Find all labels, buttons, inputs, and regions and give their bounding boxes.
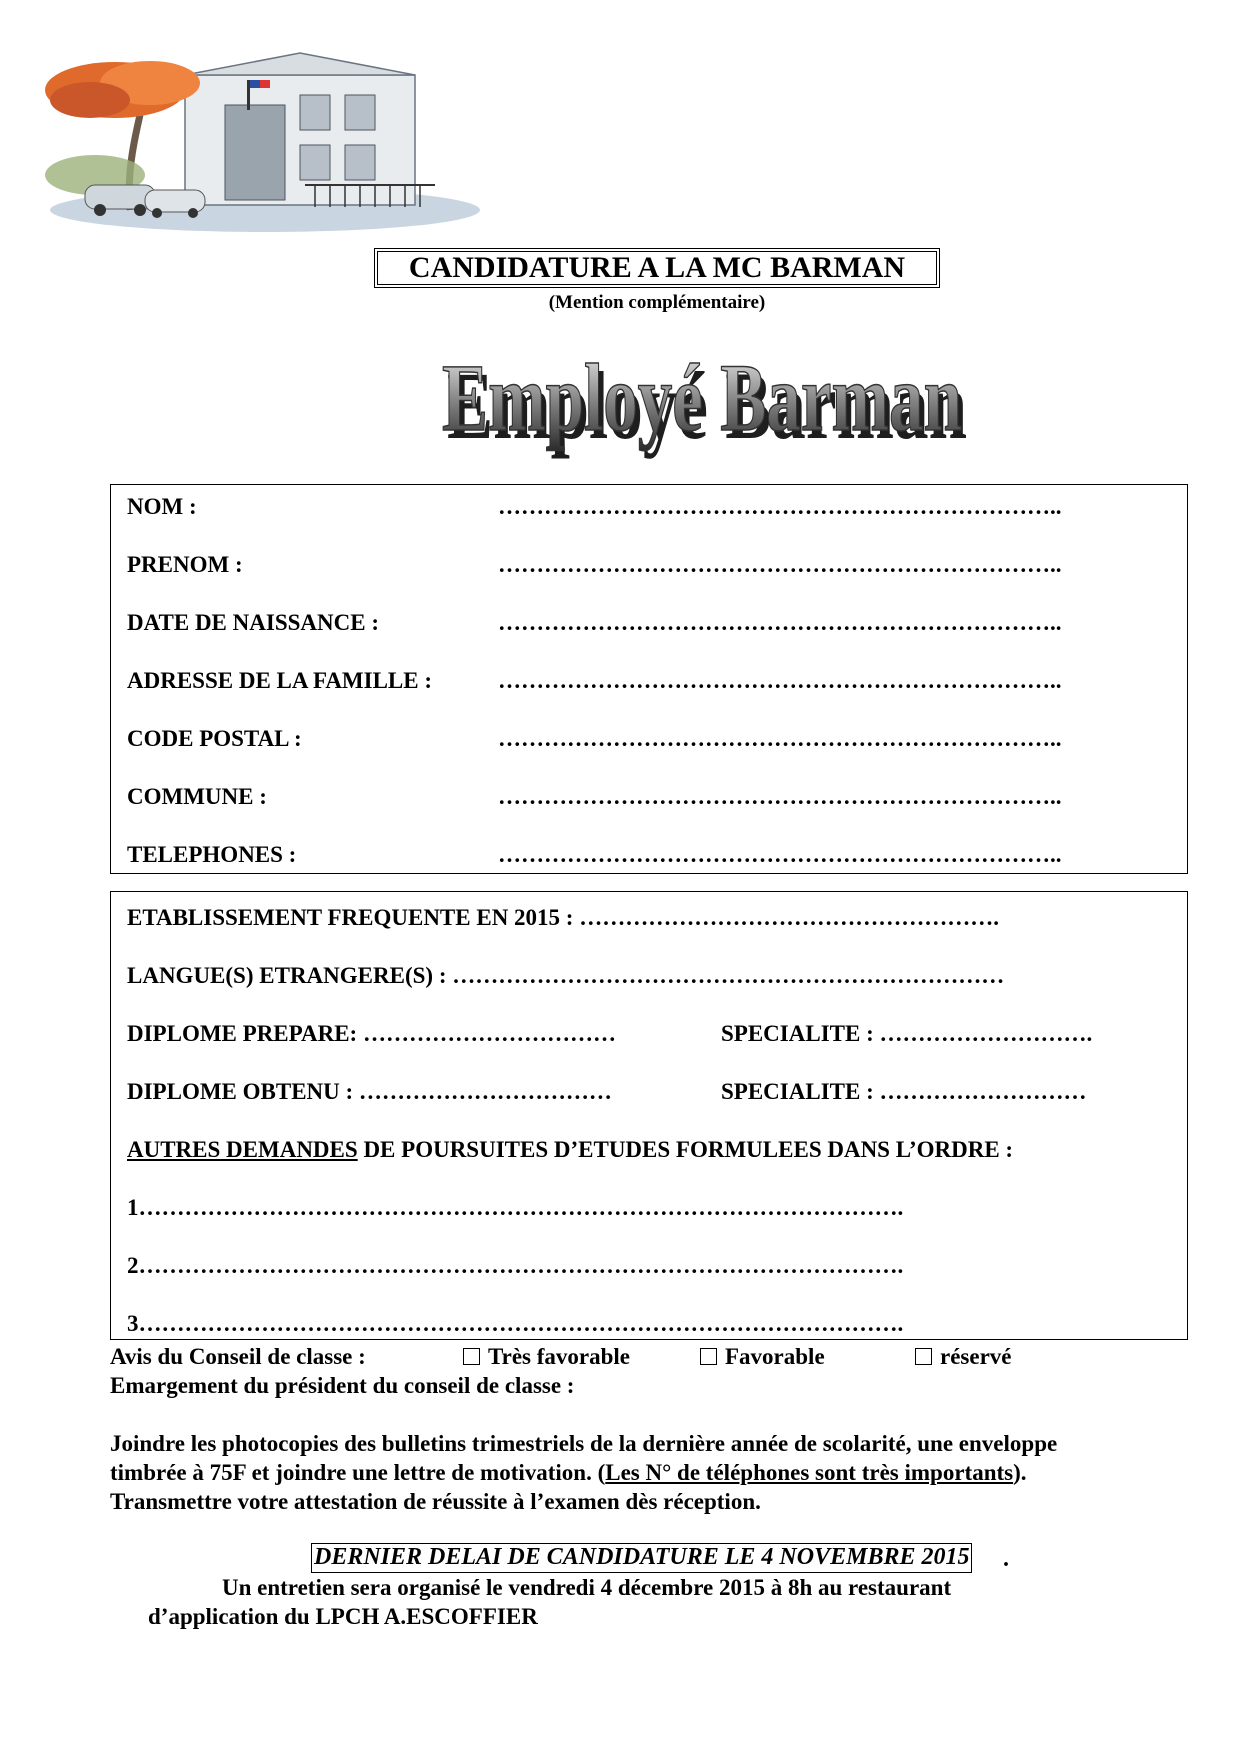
field-input[interactable]: ……………………………………………………………….. [498, 668, 1062, 693]
option-reserve[interactable] [915, 1343, 1012, 1371]
field-etablissement[interactable]: ETABLISSEMENT FREQUENTE EN 2015 : ………………………………………………. [127, 905, 999, 930]
interview-line-1: Un entretien sera organisé le vendredi 4 décembre 2015 à 8h au restaurant [222, 1575, 952, 1600]
interview-line-2: d’application du LPCH A.ESCOFFIER [148, 1604, 538, 1629]
education-section [110, 891, 1188, 1340]
form-title-box [374, 248, 940, 288]
form-subtitle: (Mention complémentaire) [548, 292, 766, 313]
field-label: TELEPHONES : [127, 842, 297, 867]
council-label: Avis du Conseil de classe : [110, 1344, 366, 1369]
council-signature-label: Emargement du président du conseil de classe : [110, 1373, 575, 1398]
field-langues[interactable]: LANGUE(S) ETRANGERE(S) : ……………………………………………………………… [127, 963, 1005, 988]
instructions-line-1: Joindre les photocopies des bulletins trimestriels de la dernière année de scolarité, une enveloppe [110, 1431, 1058, 1456]
field-label: COMMUNE : [127, 784, 267, 809]
deadline-period: . [1003, 1546, 1009, 1572]
field-input[interactable]: ……………………………………………………………….. [498, 610, 1062, 635]
other-requests-heading [127, 1136, 1013, 1164]
personal-info-section [110, 484, 1188, 874]
checkbox-icon[interactable] [700, 1348, 717, 1365]
field-label: ADRESSE DE LA FAMILLE : [127, 668, 433, 693]
instructions-text: timbrée à 75F et joindre une lettre de motivation. ( [110, 1460, 606, 1485]
checkbox-icon[interactable] [463, 1348, 480, 1365]
instructions-line-3: Transmettre votre attestation de réussite à l’examen dès réception. [110, 1489, 761, 1514]
choice-1[interactable]: 1………………………………………………………………………………………. [127, 1195, 904, 1220]
option-label: réservé [940, 1344, 1012, 1369]
form-title: CANDIDATURE A LA MC BARMAN [377, 251, 937, 285]
field-specialite-2[interactable]: SPECIALITE : ……………………… [721, 1079, 1087, 1104]
other-requests-underlined: AUTRES DEMANDES [127, 1137, 358, 1162]
option-label: Favorable [725, 1344, 825, 1369]
instructions-emphasis: Les N° de téléphones sont très importants [605, 1460, 1014, 1485]
field-label: CODE POSTAL : [127, 726, 302, 751]
other-requests-rest: DE POURSUITES D’ETUDES FORMULEES DANS L’ORDRE : [357, 1137, 1014, 1162]
checkbox-icon[interactable] [915, 1348, 932, 1365]
field-input[interactable]: ……………………………………………………………….. [498, 842, 1062, 867]
choice-3[interactable]: 3………………………………………………………………………………………. [127, 1311, 904, 1336]
field-specialite-1[interactable]: SPECIALITE : ………………………. [721, 1021, 1093, 1046]
instructions-text: ). [1013, 1460, 1027, 1485]
field-input[interactable]: ……………………………………………………………….. [498, 494, 1062, 519]
school-building-illustration [35, 35, 495, 235]
choice-2[interactable]: 2………………………………………………………………………………………. [127, 1253, 904, 1278]
employe-barman-wordart [420, 330, 980, 470]
wordart-shadow: Employé Barman [447, 352, 967, 459]
wordart-text: Employé Barman [442, 344, 962, 451]
option-label: Très favorable [488, 1344, 631, 1369]
field-input[interactable]: ……………………………………………………………….. [498, 552, 1062, 577]
deadline-box: DERNIER DELAI DE CANDIDATURE LE 4 NOVEMBRE 2015 [311, 1543, 972, 1573]
field-diplome-prepare[interactable]: DIPLOME PREPARE: …………………………… [127, 1021, 616, 1046]
field-label: PRENOM : [127, 552, 243, 577]
option-favorable[interactable] [700, 1343, 825, 1371]
field-input[interactable]: ……………………………………………………………….. [498, 726, 1062, 751]
field-label: NOM : [127, 494, 197, 519]
field-label: DATE DE NAISSANCE : [127, 610, 379, 635]
option-tres-favorable[interactable] [463, 1343, 630, 1371]
instructions-line-2 [110, 1459, 1027, 1487]
field-diplome-obtenu[interactable]: DIPLOME OBTENU : …………………………… [127, 1079, 612, 1104]
field-input[interactable]: ……………………………………………………………….. [498, 784, 1062, 809]
